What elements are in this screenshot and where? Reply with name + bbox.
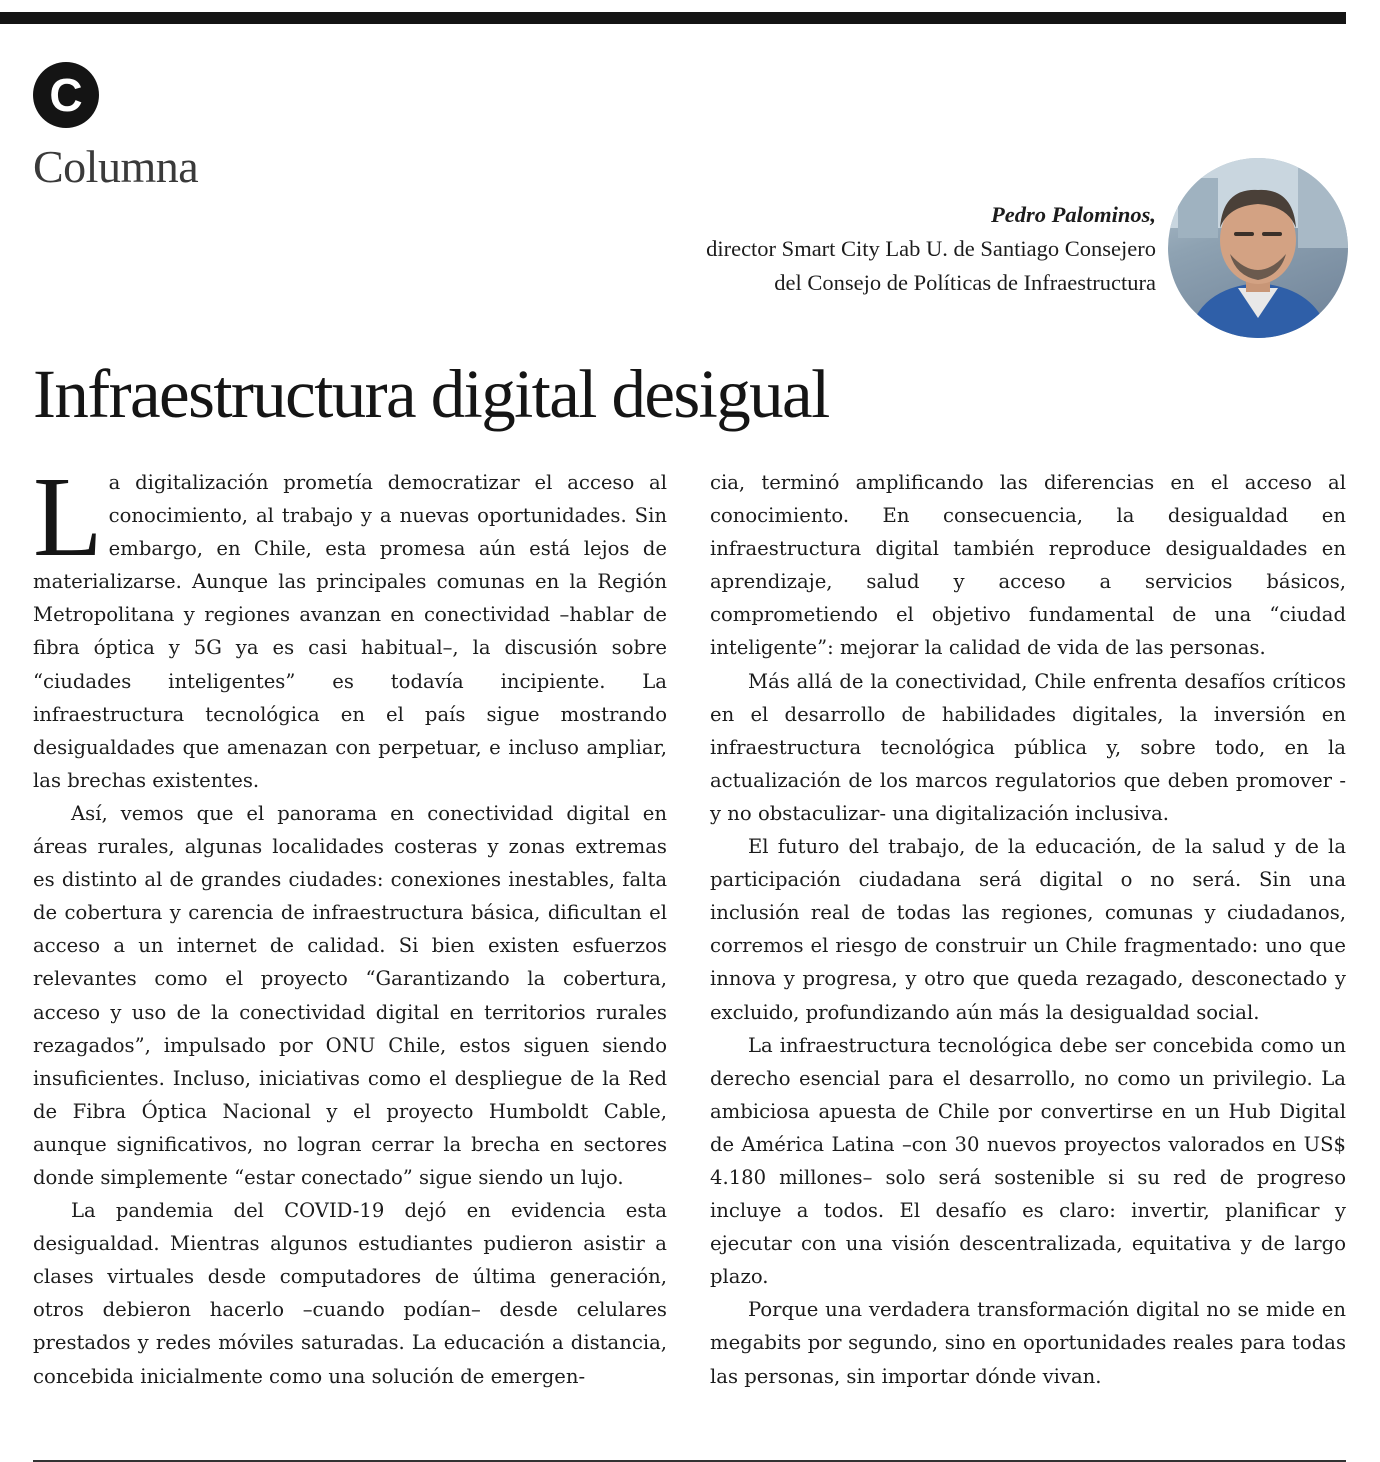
- paragraph: cia, terminó amplificando las diferencias en el acceso al conocimiento. En consecuencia, la desigualdad en infraestructura digital también reproduce desigualdades en aprendizaje, salud y acceso a servicios básicos, comprometiendo el objetivo fundamental de una “ciudad inteligente”: mejorar la calidad de vida de las personas.: [710, 471, 1346, 660]
- paragraph-text: a digitalización prometía democratizar el acceso al conocimiento, al trabajo y a nuevas oportunidades. Sin embargo, en Chile, esta promesa aún está lejos de materializarse. Aunque las principales comunas en la Región Metropolitana y regiones avanzan en conectividad –hablar de fibra óptica y 5G ya es casi habitual–, la discusión sobre “ciudades inteligentes” es todavía incipiente. La infraestructura tecnológica en el país sigue mostrando desigualdades que amenazan con perpetuar, e incluso ampliar, las brechas existentes.: [33, 471, 667, 792]
- article-column-left: [33, 453, 667, 1393]
- article-headline: Infraestructura digital desigual: [33, 356, 829, 432]
- paragraph: El futuro del trabajo, de la educación, de la salud y de la participación ciudadana será digital o no será. Sin una inclusión real de todas las regiones, comunas y ciudadanos, corremos el riesgo de construir un Chile fragmentado: uno que innova y progresa, y otro que queda rezagado, desconectado y excluido, profundizando aún más la desigualdad social.: [710, 835, 1346, 1024]
- paragraph: [33, 453, 667, 797]
- section-badge: C: [33, 62, 99, 128]
- paragraph: Así, vemos que el panorama en conectividad digital en áreas rurales, algunas localidades costeras y zonas extremas es distinto al de grandes ciudades: conexiones inestables, falta de cobertura y carencia de infraestructura básica, dificultan el acceso a un internet de calidad. Si bien existen esfuerzos relevantes como el proyecto “Garantizando la cobertura, acceso y uso de la conectividad digital en territorios rurales rezagados”, impulsado por ONU Chile, estos siguen siendo insuficientes. Incluso, iniciativas como el despliegue de la Red de Fibra Óptica Nacional y el proyecto Humboldt Cable, aunque significativos, no logran cerrar la brecha en sectores donde simplemente “estar conectado” sigue siendo un lujo.: [33, 801, 667, 1189]
- drop-cap: L: [33, 453, 103, 580]
- paragraph: La pandemia del COVID-19 dejó en evidencia esta desigualdad. Mientras algunos estudiantes pudieron asistir a clases virtuales desde computadores de última generación, otros debieron hacerlo –cuando podían– desde celulares prestados y redes móviles saturadas. La educación a distancia, concebida inicialmente como una solución de emergen-: [33, 1199, 667, 1388]
- paragraph: Porque una verdadera transformación digital no se mide en megabits por segundo, sino en oportunidades reales para todas las personas, sin importar dónde vivan.: [710, 1298, 1346, 1388]
- article-column-right: [710, 466, 1346, 1393]
- author-name: Pedro Palominos,: [990, 202, 1156, 227]
- author-role-line-2: del Consejo de Políticas de Infraestructura: [774, 270, 1156, 295]
- paragraph: La infraestructura tecnológica debe ser concebida como un derecho esencial para el desarrollo, no como un privilegio. La ambiciosa apuesta de Chile por convertirse en un Hub Digital de América Latina –con 30 nuevos proyectos valorados en US$ 4.180 millones– solo será sostenible si su red de progreso incluye a todos. El desafío es claro: invertir, planificar y ejecutar con una visión descentralizada, equitativa y de largo plazo.: [710, 1033, 1346, 1289]
- top-rule: [0, 12, 1346, 24]
- paragraph: Más allá de la conectividad, Chile enfrenta desafíos críticos en el desarrollo de habilidades digitales, la inversión en infraestructura tecnológica pública y, sobre todo, en la actualización de los marcos regulatorios que deben promover -y no obstaculizar- una digitalización inclusiva.: [710, 669, 1346, 825]
- section-label: Columna: [33, 141, 199, 192]
- author-photo: [1168, 158, 1348, 338]
- author-role-line-1: director Smart City Lab U. de Santiago Consejero: [706, 236, 1156, 261]
- author-byline: [706, 198, 1156, 300]
- author-portrait-illustration: [1168, 158, 1348, 338]
